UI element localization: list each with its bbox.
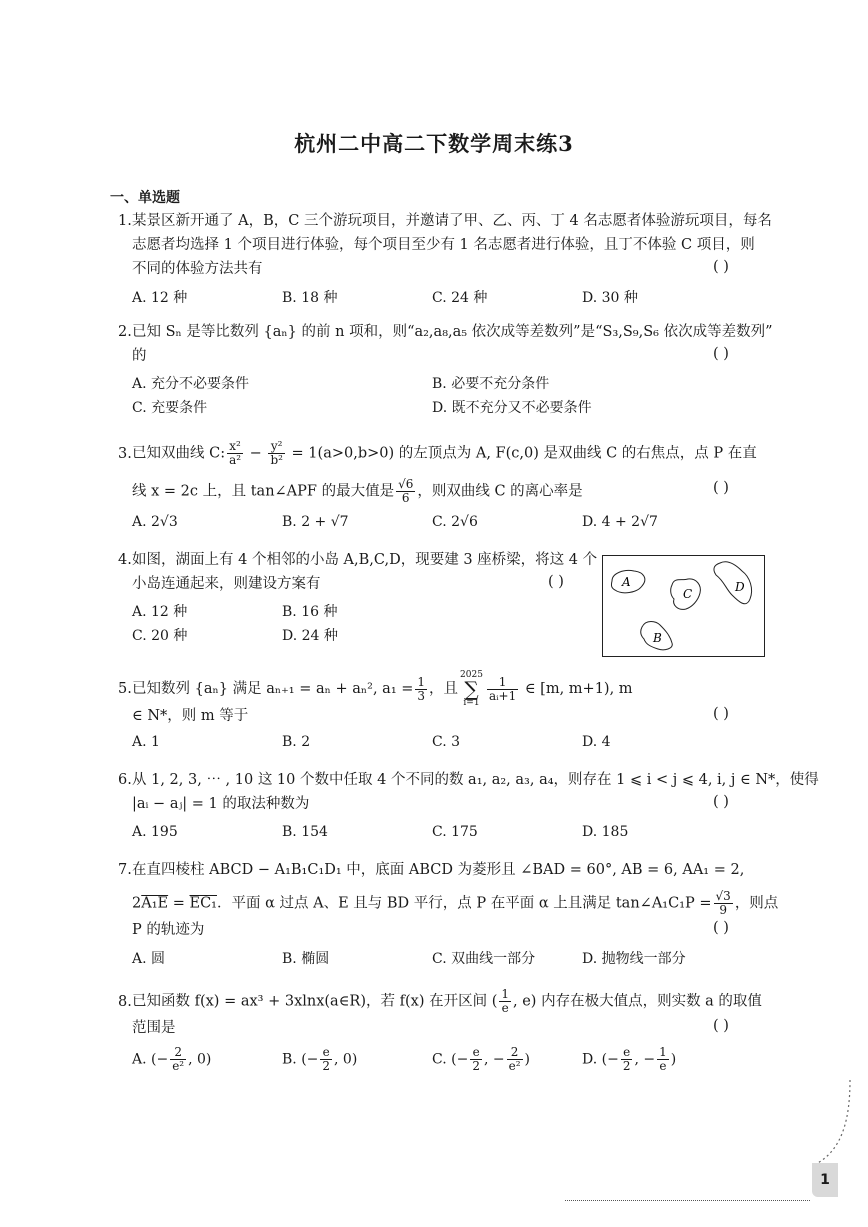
q3-option-a: A. 2√3 [132,514,178,530]
q7-line-1: 7.在直四棱柱 ABCD − A₁B₁C₁D₁ 中，底面 ABCD 为菱形且 ∠BAD = 60°, AB = 6, AA₁ = 2, [118,862,745,878]
q5-line-2: ∈ N*，则 m 等于 [132,708,249,724]
island-d-shape [714,562,752,604]
island-label-a: A [622,575,631,589]
q8-option-d: D. (− $\frac{e}{2}$ , − $\frac{1}{e}$ ) [582,1045,677,1073]
footer-dotted-line [565,1200,810,1201]
q1-line-3: 不同的体验方法共有 [132,261,263,277]
q2-option-b: B. 必要不充分条件 [432,376,550,392]
q8-option-a: A. (− $\frac{2}{\text{e²}}$ , 0) [132,1045,212,1073]
q3-answer-bracket: ( ) [713,480,729,496]
q2-option-d: D. 既不充分又不必要条件 [432,400,592,416]
q5-option-b: B. 2 [282,734,311,750]
q8-option-c: C. (− $\frac{e}{2}$ , − $\frac{2}{\text{e²}}$ ) [432,1045,530,1073]
q6-option-b: B. 154 [282,824,328,840]
q5-fraction-term: $\frac{1}{\text{aᵢ+1}}$ [488,674,517,703]
q4-option-c: C. 20 种 [132,628,188,644]
q1-option-a: A. 12 种 [132,290,188,306]
q1-option-c: C. 24 种 [432,290,488,306]
q8-option-b: B. (− $\frac{e}{2}$ , 0) [282,1045,358,1073]
q7-vector-ec1: EC₁ [189,895,217,912]
q3-option-b: B. 2 + √7 [282,514,349,530]
q7-option-d: D. 抛物线一部分 [582,951,686,967]
q7-option-c: C. 双曲线一部分 [432,951,536,967]
page-corner-decoration [812,1080,852,1170]
q3-line-1: 3.已知双曲线 C: $\frac{\text{x²}}{\text{a²}}$ − $\frac{\text{y²}}{\text{b²}}$ = 1(a>0,b>0) 的左顶点为 A, F(c,0) 是双曲线 C 的右焦点，点 P 在直 [118,439,757,467]
q6-option-a: A. 195 [132,824,178,840]
q6-line-2: |aᵢ − aⱼ| = 1 的取法种数为 [132,796,310,812]
q5-option-d: D. 4 [582,734,611,750]
q5-option-a: A. 1 [132,734,160,750]
q7-vector-a1e: A₁E [141,895,169,912]
q2-option-c: C. 充要条件 [132,400,208,416]
section-heading: 一、单选题 [110,190,180,206]
q3-fraction-max: $\frac{√6}{6}$ [398,477,414,505]
q1-option-b: B. 18 种 [282,290,338,306]
q1-line-2: 志愿者均选择 1 个项目进行体验，每个项目至少有 1 名志愿者进行体验，且丁不体验 C 项目，则 [132,237,755,253]
q2-answer-bracket: ( ) [713,346,729,362]
q1-option-d: D. 30 种 [582,290,638,306]
q3-option-d: D. 4 + 2√7 [582,514,658,530]
q3-fraction-y: $\frac{\text{y²}}{\text{b²}}$ [270,439,283,467]
q4-line-1: 4.如图，湖面上有 4 个相邻的小岛 A,B,C,D，现要建 3 座桥梁，将这 4 个 [118,552,598,568]
q8-line-2: 范围是 [132,1020,176,1036]
q6-option-d: D. 185 [582,824,629,840]
q5-fraction-a1: $\frac{1}{3}$ [417,674,426,703]
q2-option-a: A. 充分不必要条件 [132,376,250,392]
q3-line-2: 线 x = 2c 上，且 tan∠APF 的最大值是 $\frac{√6}{6}$ ，则双曲线 C 的离心率是 [132,477,583,505]
q4-line-2: 小岛连通起来，则建设方案有 [132,576,321,592]
island-label-c: C [683,587,693,601]
islands-figure [602,555,765,657]
q7-fraction-tan: $\frac{√3}{9}$ [715,889,731,917]
q4-answer-bracket: ( ) [548,574,564,590]
q1-line-1: 1.某景区新开通了 A，B，C 三个游玩项目，并邀请了甲、乙、丙、丁 4 名志愿者体验游玩项目，每名 [118,213,772,229]
q2-line-2: 的 [132,348,147,364]
q3-fraction-x: $\frac{\text{x²}}{\text{a²}}$ [229,439,242,467]
q7-option-a: A. 圆 [132,951,166,967]
q4-option-d: D. 24 种 [282,628,338,644]
q6-option-c: C. 175 [432,824,478,840]
island-label-b: B [653,631,662,645]
q5-answer-bracket: ( ) [713,706,729,722]
q7-answer-bracket: ( ) [713,920,729,936]
q5-option-c: C. 3 [432,734,461,750]
q8-answer-bracket: ( ) [713,1018,729,1034]
q2-line-1: 2.已知 Sₙ 是等比数列 {aₙ} 的前 n 项和，则“a₂,a₈,a₅ 依次成等差数列”是“S₃,S₉,S₆ 依次成等差数列” [118,324,773,340]
q1-answer-bracket: ( ) [713,259,729,275]
q8-fraction-interval: $\frac{1}{e}$ [501,987,509,1015]
q5-line-1: 5.已知数列 {aₙ} 满足 aₙ₊₁ = aₙ + aₙ², a₁ = $\frac{1}{3}$ ，且2025 ∑ i=1 $\frac{1}{\text{aᵢ+1}}$ ∈ [m, m+1), m [118,670,633,708]
page-number: 1 [812,1163,838,1197]
q6-answer-bracket: ( ) [713,794,729,810]
island-label-d: D [735,580,745,594]
q7-option-b: B. 椭圆 [282,951,330,967]
q7-line-3: P 的轨迹为 [132,922,205,938]
q8-line-1: 8.已知函数 f(x) = ax³ + 3xlnx(a∈R)，若 f(x) 在开区间 ( $\frac{1}{e}$ , e) 内存在极大值点，则实数 a 的取值 [118,987,762,1015]
q5-summation: 2025 ∑ i=1 [460,670,483,708]
page-title: 杭州二中高二下数学周末练3 [294,131,574,156]
q4-option-a: A. 12 种 [132,604,188,620]
q4-option-b: B. 16 种 [282,604,338,620]
q6-line-1: 6.从 1, 2, 3, ⋯ , 10 这 10 个数中任取 4 个不同的数 a₁, a₂, a₃, a₄，则存在 1 ⩽ i < j ⩽ 4, i, j ∈ N*，使得 [118,772,819,788]
q7-line-2: 2A₁E = EC₁．平面 α 过点 A、E 且与 BD 平行，点 P 在平面 α 上且满足 tan∠A₁C₁P = $\frac{√3}{9}$ ，则点 [132,889,779,917]
q3-option-c: C. 2√6 [432,514,478,530]
